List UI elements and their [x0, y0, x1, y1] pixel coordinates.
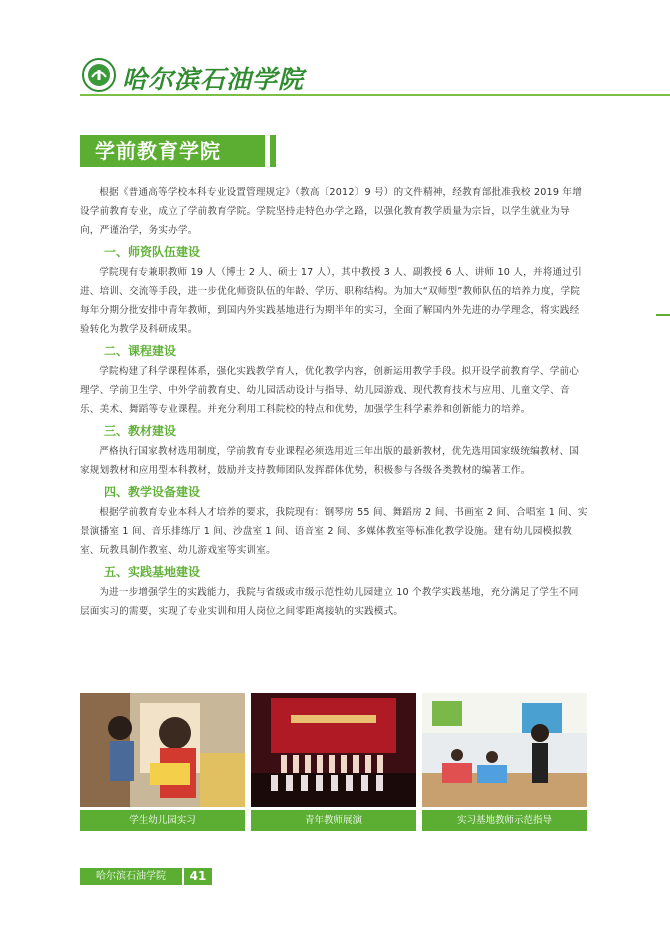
- section-paragraph: 学院构建了科学课程体系，强化实践教学育人，优化教学内容，创新运用教学手段。拟开设学前教育学、学前心理学、学前卫生学、中外学前教育史、幼儿园活动设计与指导、幼儿园游戏、现代教育技术与应用、儿童文学、音乐、美术、舞蹈等专业课程。并充分利用工科院校的特点和优势，加强学生科学素养和创新能力的培养。: [80, 366, 580, 415]
- photo-caption: 青年教师展演: [251, 810, 416, 831]
- section-heading: 三、教材建设: [104, 424, 177, 438]
- page-number: 41: [184, 868, 212, 885]
- photo-caption: 实习基地教师示范指导: [422, 810, 587, 831]
- photo-kindergarten-internship: [80, 693, 245, 807]
- photo-caption: 学生幼儿园实习: [80, 810, 245, 831]
- page-title: 学前教育学院: [80, 135, 265, 167]
- photo-practice-base-demo: [422, 693, 587, 807]
- section-paragraph: 根据学前教育专业本科人才培养的要求，我院现有：钢琴房 55 间、舞蹈房 2 间、书画室 2 间、合唱室 1 间、实景演播室 1 间、音乐排练厅 1 间、沙盘室 1 间、语音室 2 间、多媒体教室等标准化教学设施。建有幼儿园模拟教室、玩教具制作教室、幼儿游戏室等实训室。: [80, 507, 588, 556]
- school-emblem-icon: [82, 58, 116, 92]
- school-name-logo: 哈尔滨石油学院: [122, 65, 305, 94]
- article-body: [80, 183, 588, 625]
- intro-paragraph: 根据《普通高等学校本科专业设置管理规定》（教高〔2012〕9 号）的文件精神，经教育部批准我校 2019 年增设学前教育专业，成立了学前教育学院。学院坚持走特色办学之路，以强化教育教学质量为宗旨，以学生就业为导向，严谨治学，务实办学。: [80, 187, 583, 236]
- section-heading: 五、实践基地建设: [104, 565, 201, 579]
- title-accent-bar: [270, 135, 276, 167]
- section-heading: 四、教学设备建设: [104, 485, 201, 499]
- section-heading: 一、师资队伍建设: [104, 245, 201, 259]
- side-marker: [656, 314, 670, 316]
- header-divider: [80, 94, 670, 96]
- section-paragraph: 为进一步增强学生的实践能力，我院与省级或市级示范性幼儿园建立 10 个教学实践基地，充分满足了学生不同层面实习的需要，实现了专业实训和用人岗位之间零距离接轨的实践模式。: [80, 587, 579, 617]
- photo-teacher-performance: [251, 693, 416, 807]
- section-heading: 二、课程建设: [104, 344, 177, 358]
- section-paragraph: 严格执行国家教材选用制度，学前教育专业课程必须选用近三年出版的最新教材，优先选用国家级统编教材、国家规划教材和应用型本科教材，鼓励并支持教师团队发挥群体优势，积极参与各级各类教材的编著工作。: [80, 446, 580, 476]
- footer-school-name: 哈尔滨石油学院: [80, 868, 182, 885]
- section-paragraph: 学院现有专兼职教师 19 人（博士 2 人、硕士 17 人），其中教授 3 人、副教授 6 人、讲师 10 人，并将通过引进、培训、交流等手段，进一步优化师资队伍的年龄、学历、职称结构。为加大“双师型”教师队伍的培养力度，学院每年分期分批安排中青年教师，到国内外实践基地进行为期半年的实习，全面了解国内外先进的办学理念，将实践经验转化为教学及科研成果。: [80, 267, 582, 335]
